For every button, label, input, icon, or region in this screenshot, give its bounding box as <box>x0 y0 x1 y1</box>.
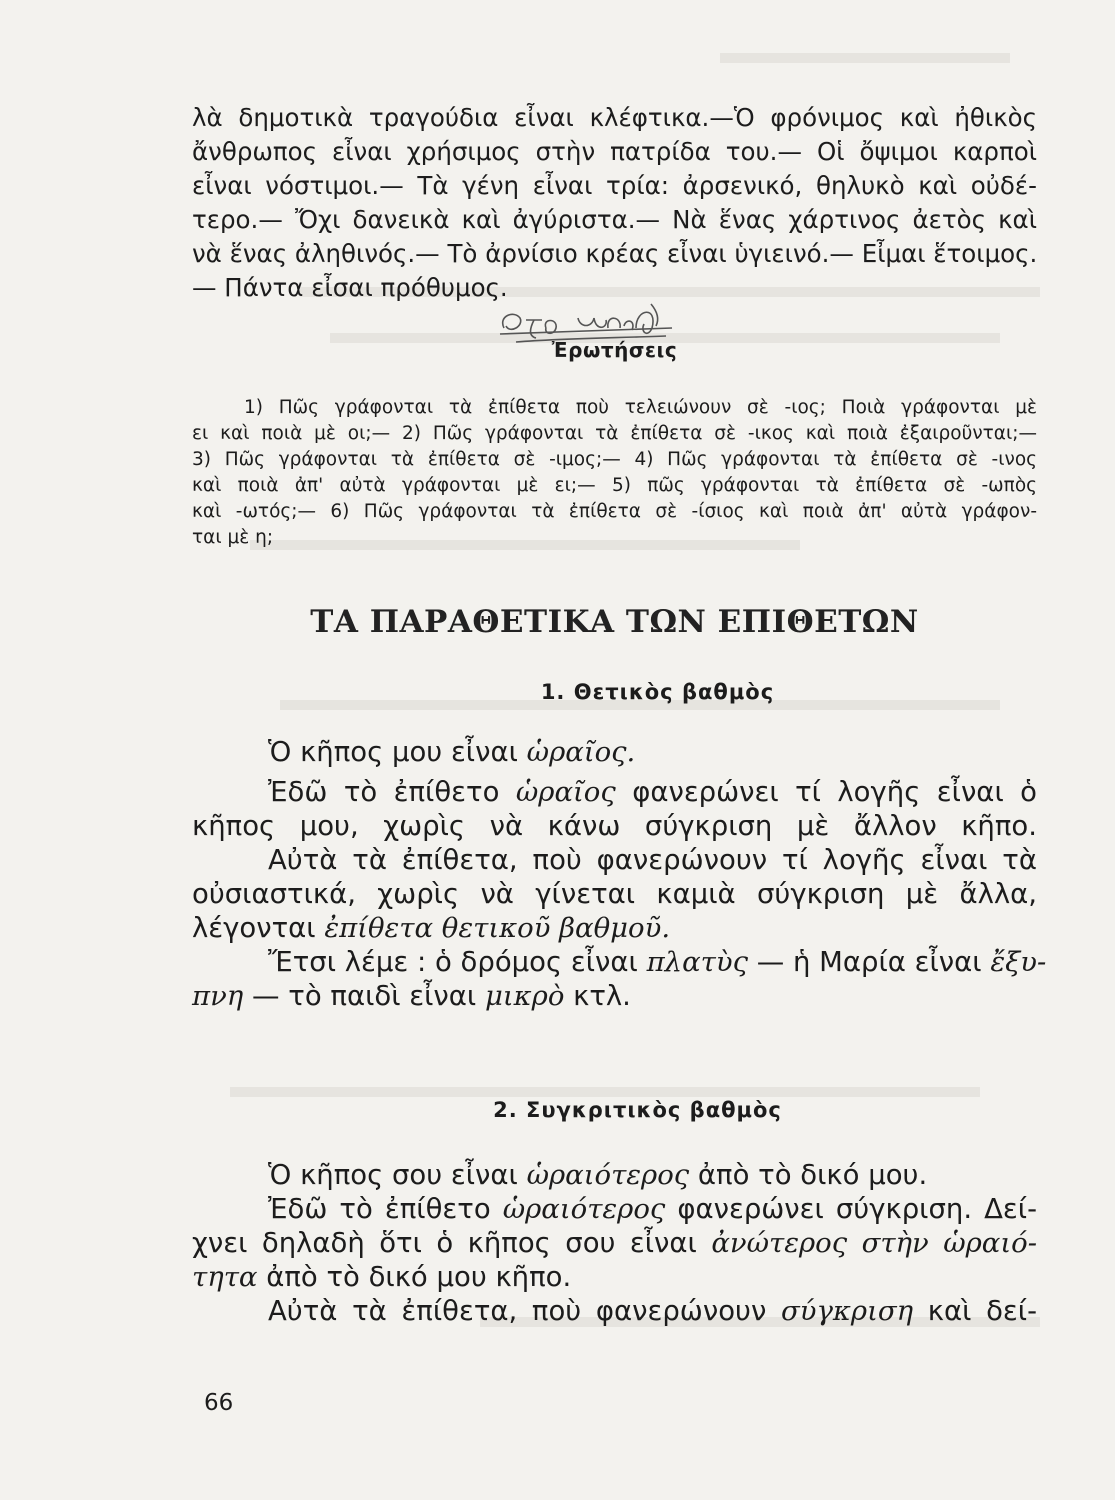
text-line <box>192 1260 1037 1294</box>
subsection-2-heading <box>215 1098 1060 1122</box>
section-title-text: ΤΑ ΠΑΡΑΘΕΤΙΚΑ ΤΩΝ ΕΠΙΘΕΤΩΝ <box>310 604 919 640</box>
questions-list <box>192 395 1037 551</box>
text-span: ἀπὸ τὸ δικό μου κῆπο. <box>257 1261 572 1293</box>
question-line: καὶ ποιὰ ἀπ' αὐτὰ γράφονται μὲ ει;— 5) πῶς γράφονται τὰ ἐπίθετα σὲ -ωπὸς <box>192 475 1037 496</box>
text-line <box>192 911 1037 945</box>
text-span: Ἐδῶ τὸ ἐπίθετο <box>268 776 516 808</box>
text-span: Αὐτὰ τὰ ἐπίθετα, ποὺ φανερώνουν <box>268 1295 781 1327</box>
text-line: Αὐτὰ τὰ ἐπίθετα, ποὺ φανερώνουν τί λογῆς εἶναι τὰ <box>268 844 1037 876</box>
text-line: τερο.— Ὄχι δανεικὰ καὶ ἀγύριστα.— Νὰ ἕνας χάρτινος ἀετὸς καὶ <box>192 205 1037 234</box>
subsection-1-heading <box>235 680 1080 704</box>
section-title <box>192 604 1037 640</box>
text-line: νὰ ἕνας ἀληθινός.— Τὸ ἀρνίσιο κρέας εἶναι ὑγιεινό.— Εἶμαι ἕτοιμος. <box>192 239 1038 268</box>
text-line <box>192 1192 1037 1226</box>
text-line <box>192 1294 1037 1328</box>
emphasis: ἀνώτερος στὴν ὡραιό- <box>711 1227 1037 1259</box>
intro-paragraph <box>192 101 1037 305</box>
emphasis: πνη <box>192 980 244 1012</box>
text-span: — τὸ παιδὶ εἶναι <box>243 980 485 1012</box>
text-line: — Πάντα εἶσαι πρόθυμος. <box>192 273 508 302</box>
subsection-1-heading-text: 1. Θετικὸς βαθμὸς <box>540 680 775 704</box>
questions-heading-text: Ἐρωτήσεις <box>551 338 678 362</box>
text-line <box>192 979 1037 1013</box>
example-sentence <box>192 735 1037 769</box>
emphasis: ὡραιότερος <box>502 1193 666 1225</box>
emphasis: πλατὺς <box>646 946 748 978</box>
text-span: καὶ δεί- <box>913 1295 1038 1327</box>
emphasis: ὡραῖος <box>515 776 616 808</box>
text-line <box>192 945 1047 979</box>
question-line: καὶ -ωτός;— 6) Πῶς γράφονται τὰ ἐπίθετα σὲ -ίσιος καὶ ποιὰ ἀπ' αὐτὰ γράφον- <box>192 501 1037 522</box>
text-line <box>192 1226 1037 1260</box>
question-line: 1) Πῶς γράφονται τὰ ἐπίθετα ποὺ τελειώνουν σὲ -ιος; Ποιὰ γράφονται μὲ <box>244 397 1037 418</box>
emphasis: σύγκριση <box>780 1295 914 1327</box>
text-span: ἀπὸ τὸ δικό μου. <box>689 1159 928 1191</box>
text-span: Ὁ κῆπος σου εἶναι <box>268 1159 527 1191</box>
text-line <box>192 1158 1037 1192</box>
subsection-1-body <box>192 735 1047 1013</box>
text-span: — ἡ Μαρία εἶναι <box>747 946 991 978</box>
questions-heading <box>192 338 1037 362</box>
text-span: λέγονται <box>192 912 325 944</box>
emphasis: ἔξυ- <box>990 946 1047 978</box>
text-line: κῆπος μου, χωρὶς νὰ κάνω σύγκριση μὲ ἄλλον κῆπο. <box>192 810 1037 842</box>
text-span: κτλ. <box>564 980 631 1012</box>
text-span: χνει δηλαδὴ ὅτι ὁ κῆπος σου εἶναι <box>192 1227 712 1259</box>
emphasis: τητα <box>192 1261 258 1293</box>
text-span: Ἔτσι λέμε : ὁ δρόμος εἶναι <box>268 946 647 978</box>
text-span: φανερώνει τί λογῆς εἶναι ὁ <box>615 776 1037 808</box>
text-line: ἄνθρωπος εἶναι χρήσιμος στὴν πατρίδα του.— Οἱ ὄψιμοι καρποὶ <box>192 137 1037 166</box>
page-number: 66 <box>204 1390 234 1416</box>
text-line: εἶναι νόστιμοι.— Τὰ γένη εἶναι τρία: ἀρσενικό, θηλυκὸ καὶ οὐδέ- <box>192 171 1037 200</box>
text-line: οὐσιαστικά, χωρὶς νὰ γίνεται καμιὰ σύγκριση μὲ ἄλλα, <box>192 878 1037 910</box>
text-span: φανερώνει σύγκριση. Δεί- <box>665 1193 1037 1225</box>
question-line: ται μὲ η; <box>192 527 274 548</box>
text-line: λὰ δημοτικὰ τραγούδια εἶναι κλέφτικα.—Ὁ φρόνιμος καὶ ἠθικὸς <box>192 103 1037 132</box>
emphasis: μικρὸ <box>484 980 565 1012</box>
subsection-2-heading-text: 2. Συγκριτικὸς βαθμὸς <box>493 1098 782 1122</box>
subsection-2-body <box>192 1158 1037 1328</box>
example-word: ὡραῖος. <box>526 736 636 768</box>
question-line: ει καὶ ποιὰ μὲ οι;— 2) Πῶς γράφονται τὰ ἐπίθετα σὲ -ικος καὶ ποιὰ ἐξαιροῦνται;— <box>192 423 1037 444</box>
text-span: Ἐδῶ τὸ ἐπίθετο <box>268 1193 503 1225</box>
question-line: 3) Πῶς γράφονται τὰ ἐπίθετα σὲ -ιμος;— 4) Πῶς γράφονται τὰ ἐπίθετα σὲ -ινος <box>192 449 1037 470</box>
emphasis: ὡραιότερος <box>526 1159 690 1191</box>
example-prefix: Ὁ κῆπος μου εἶναι <box>268 736 527 768</box>
text-line <box>192 775 1037 809</box>
emphasis: ἐπίθετα θετικοῦ βαθμοῦ. <box>324 912 671 944</box>
